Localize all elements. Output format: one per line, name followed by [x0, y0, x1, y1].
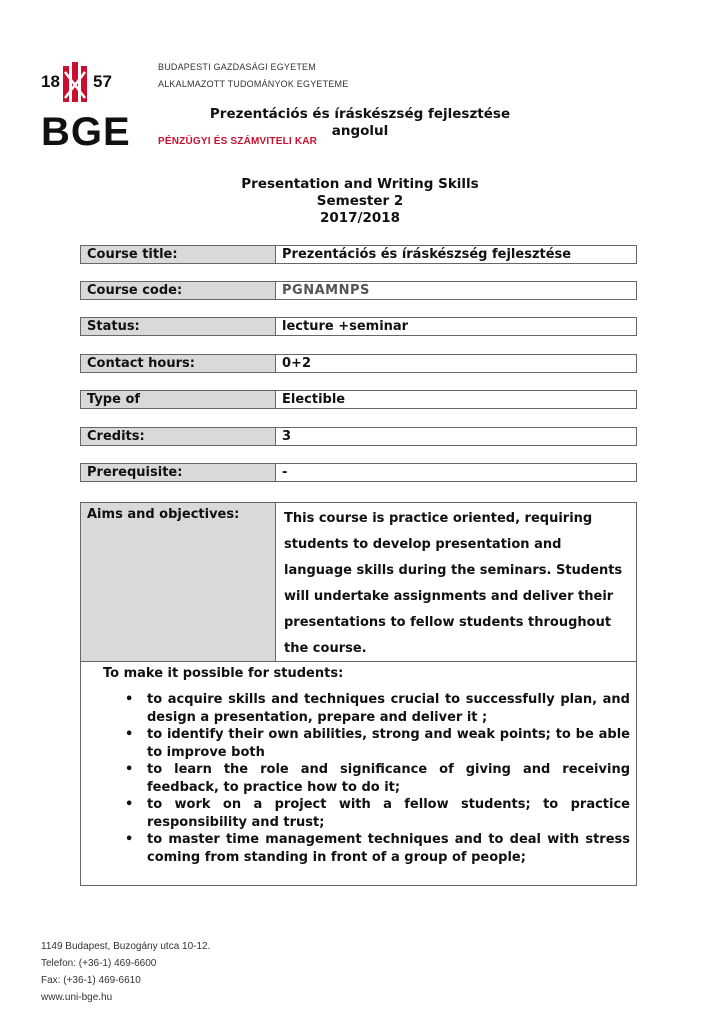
logo-year-right: 57	[93, 72, 112, 91]
university-name-line2: ALKALMAZOTT TUDOMÁNYOK EGYETEME	[158, 79, 349, 89]
contact-hours-label: Contact hours:	[81, 355, 276, 372]
bullet-icon: •	[125, 832, 134, 847]
aims-label: Aims and objectives:	[81, 503, 276, 661]
list-item	[125, 726, 636, 761]
list-item	[125, 691, 636, 726]
bullet-icon: •	[125, 692, 134, 707]
course-code-row	[80, 281, 637, 300]
prerequisite-row	[80, 463, 637, 482]
type-label: Type of	[81, 391, 276, 408]
bullet-icon: •	[125, 727, 134, 742]
course-title-row	[80, 245, 637, 264]
bullet-icon: •	[125, 797, 134, 812]
logo-abbreviation: BGE	[41, 110, 131, 154]
hungarian-title-line2: angolul	[331, 123, 389, 139]
status-value: lecture +seminar	[282, 319, 409, 334]
prerequisite-label: Prerequisite:	[81, 464, 276, 481]
list-item	[125, 831, 636, 866]
academic-year: 2017/2018	[319, 210, 401, 226]
footer-contact	[41, 938, 210, 1006]
course-title-label: Course title:	[81, 246, 276, 263]
credits-row	[80, 427, 637, 446]
hungarian-title-line1: Prezentációs és íráskészség fejlesztése	[209, 106, 511, 122]
english-title: Presentation and Writing Skills	[241, 176, 479, 192]
logo-year-left: 18	[41, 72, 60, 91]
type-value: Electible	[282, 392, 346, 407]
list-item-text: to master time management techniques and to deal with stress coming from standing in front of a group of people;	[147, 832, 630, 865]
semester: Semester 2	[316, 193, 404, 209]
aims-intro: To make it possible for students:	[103, 666, 344, 681]
aims-header-row	[81, 503, 636, 662]
faculty-name: PÉNZÜGYI ÉS SZÁMVITELI KAR	[158, 136, 318, 147]
status-label: Status:	[81, 318, 276, 335]
footer-phone: Telefon: (+36-1) 469-6600	[41, 958, 157, 969]
list-item-text: to identify their own abilities, strong and weak points; to be able to improve both	[147, 727, 630, 760]
aims-section	[80, 502, 637, 886]
credits-value: 3	[282, 429, 292, 444]
footer-website-link[interactable]: www.uni-bge.hu	[41, 992, 113, 1003]
footer-fax: Fax: (+36-1) 469-6610	[41, 975, 141, 986]
course-title-value: Prezentációs és íráskészség fejlesztése	[282, 247, 572, 262]
aims-description: This course is practice oriented, requiring students to develop presentation and language skills during the seminars. Students will undertake assignments and deliver their presentations to fellow students throughout the course.	[284, 511, 623, 656]
list-item-text: to learn the role and significance of giving and receiving feedback, to practice how to do it;	[147, 762, 630, 795]
course-code-label: Course code:	[81, 282, 276, 299]
status-row	[80, 317, 637, 336]
list-item-text: to work on a project with a fellow students; to practice responsibility and trust;	[147, 797, 630, 830]
list-item	[125, 796, 636, 831]
footer-address: 1149 Budapest, Buzogány utca 10-12.	[41, 941, 211, 952]
university-name-line1: BUDAPESTI GAZDASÁGI EGYETEM	[158, 62, 316, 72]
prerequisite-value: -	[282, 465, 288, 480]
list-item	[125, 761, 636, 796]
type-row	[80, 390, 637, 409]
university-emblem-icon	[62, 60, 88, 104]
list-item-text: to acquire skills and techniques crucial to successfully plan, and design a presentation, prepare and deliver it ;	[147, 692, 630, 725]
course-code-value: PGNAMNPS	[282, 283, 370, 298]
aims-list	[81, 691, 636, 866]
contact-hours-value: 0+2	[282, 356, 311, 371]
credits-label: Credits:	[81, 428, 276, 445]
contact-hours-row	[80, 354, 637, 373]
bullet-icon: •	[125, 762, 134, 777]
